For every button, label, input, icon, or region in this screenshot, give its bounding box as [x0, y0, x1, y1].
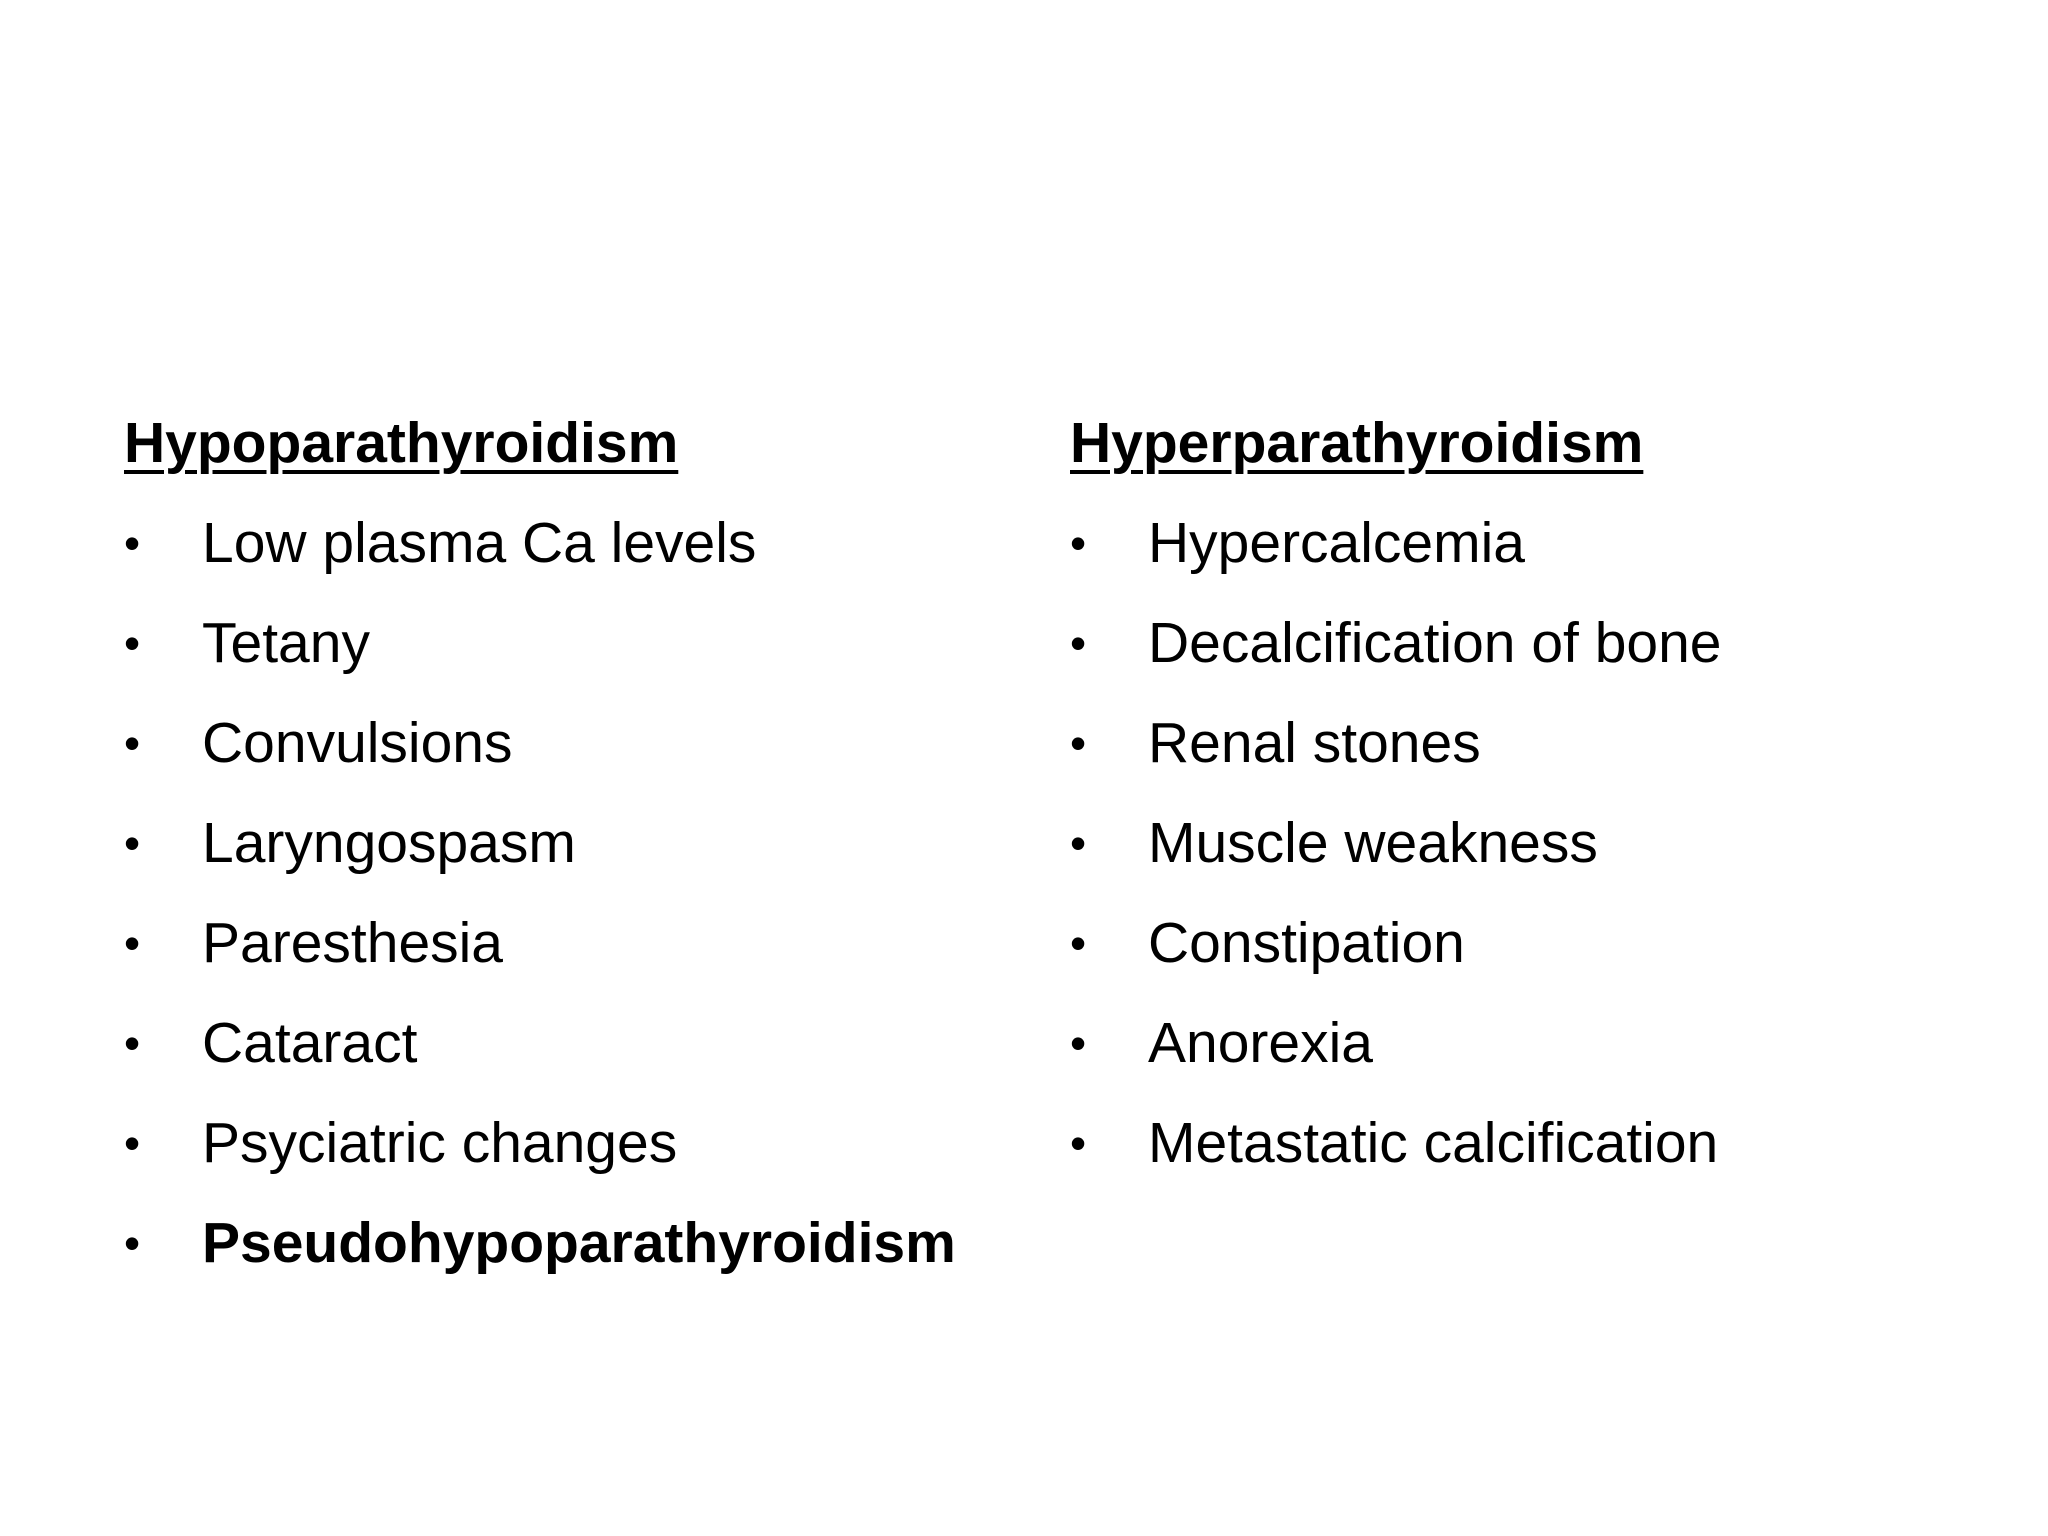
bullet-icon: •: [1070, 517, 1087, 569]
hypoparathyroidism-column: [124, 410, 1024, 1310]
hyperparathyroidism-list: [1070, 510, 1970, 1210]
list-item-text: Metastatic calcification: [1148, 1111, 1719, 1175]
hypoparathyroidism-list: [124, 510, 1024, 1310]
list-item-text: Pseudohypoparathyroidism: [202, 1211, 956, 1275]
bullet-icon: •: [1070, 717, 1087, 769]
list-item: [124, 1010, 1024, 1110]
bullet-icon: •: [1070, 917, 1087, 969]
list-item: [1070, 810, 1970, 910]
list-item: [124, 710, 1024, 810]
list-item-text: Hypercalcemia: [1148, 511, 1525, 575]
list-item-text: Tetany: [202, 611, 370, 675]
list-item-text: Cataract: [202, 1011, 418, 1075]
list-item-text: Constipation: [1148, 911, 1465, 975]
list-item-text: Decalcification of bone: [1148, 611, 1722, 675]
bullet-icon: •: [124, 617, 141, 669]
bullet-icon: •: [124, 1217, 141, 1269]
bullet-icon: •: [124, 1117, 141, 1169]
bullet-icon: •: [1070, 1117, 1087, 1169]
list-item: [124, 1110, 1024, 1210]
list-item-text: Low plasma Ca levels: [202, 511, 757, 575]
bullet-icon: •: [1070, 617, 1087, 669]
bullet-icon: •: [124, 717, 141, 769]
bullet-icon: •: [124, 1017, 141, 1069]
list-item-text: Muscle weakness: [1148, 811, 1598, 875]
list-item: [1070, 1110, 1970, 1210]
hyperparathyroidism-heading: Hyperparathyroidism: [1070, 411, 1644, 475]
list-item: [124, 1210, 1024, 1310]
list-item: [124, 610, 1024, 710]
list-item-text: Psyciatric changes: [202, 1111, 678, 1175]
list-item: [124, 510, 1024, 610]
list-item-text: Renal stones: [1148, 711, 1481, 775]
list-item: [1070, 610, 1970, 710]
list-item: [1070, 1010, 1970, 1110]
hyperparathyroidism-column: [1070, 410, 1970, 1210]
bullet-icon: •: [1070, 1017, 1087, 1069]
list-item-text: Anorexia: [1148, 1011, 1373, 1075]
bullet-icon: •: [124, 817, 141, 869]
bullet-icon: •: [124, 517, 141, 569]
list-item-text: Convulsions: [202, 711, 513, 775]
list-item: [1070, 510, 1970, 610]
hypoparathyroidism-heading: Hypoparathyroidism: [124, 411, 679, 475]
list-item: [124, 810, 1024, 910]
bullet-icon: •: [124, 917, 141, 969]
list-item: [124, 910, 1024, 1010]
list-item-text: Laryngospasm: [202, 811, 576, 875]
bullet-icon: •: [1070, 817, 1087, 869]
list-item-text: Paresthesia: [202, 911, 504, 975]
list-item: [1070, 910, 1970, 1010]
list-item: [1070, 710, 1970, 810]
